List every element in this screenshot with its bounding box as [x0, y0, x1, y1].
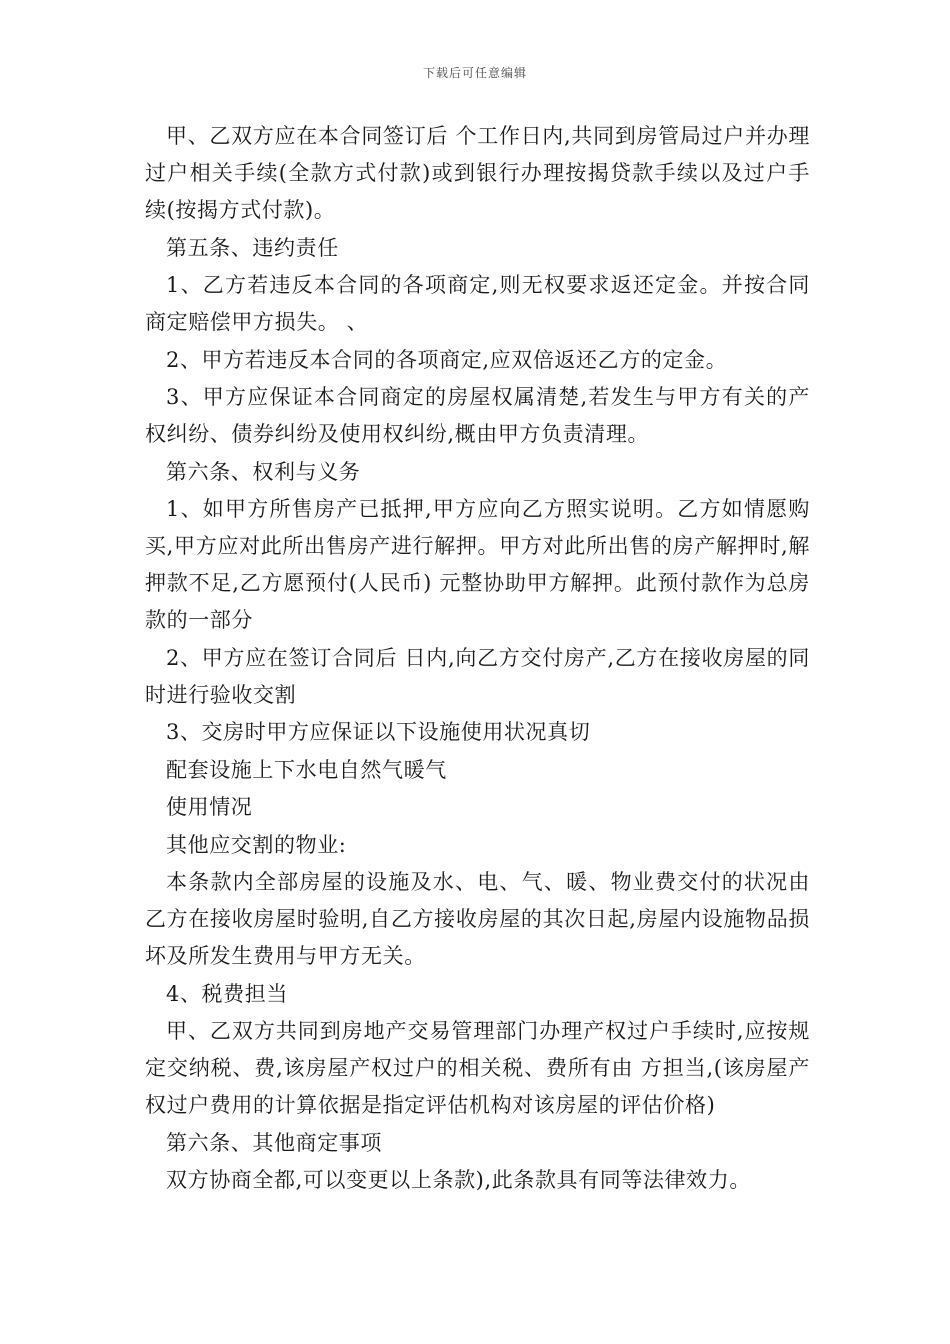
paragraph-transfer-procedures: 甲、乙双方应在本合同签订后 个工作日内,共同到房管局过户并办理过户相关手续(全款方式付款)或到银行办理按揭贷款手续以及过户手续(按揭方式付款)。 — [145, 124, 810, 222]
paragraph-breach-2: 2、甲方若违反本合同的各项商定,应双倍返还乙方的定金。 — [166, 347, 728, 372]
paragraph-tax-heading: 4、税费担当 — [166, 981, 288, 1006]
paragraph-tax: 甲、乙双方共同到房地产交易管理部门办理产权过户手续时,应按规定交纳税、费,该房屋产权过户的相关税、费所有由 方担当,(该房屋产权过户费用的计算依据是指定评估机构对该房屋的评估价格) — [145, 1019, 810, 1117]
contract-body — [145, 118, 810, 1200]
paragraph-facilities: 配套设施上下水电自然气暖气 — [166, 757, 447, 782]
section-heading-other: 第六条、其他商定事项 — [166, 1130, 382, 1155]
paragraph-usage: 使用情况 — [166, 795, 253, 819]
paragraph-facility-clause: 本条款内全部房屋的设施及水、电、气、暖、物业费交付的状况由乙方在接收房屋时验明,自乙方接收房屋的其次日起,房屋内设施物品损坏及所发生费用与甲方无关。 — [145, 870, 810, 968]
paragraph-other-property: 其他应交割的物业: — [166, 832, 347, 857]
paragraph-breach-3: 3、甲方应保证本合同商定的房屋权属清楚,若发生与甲方有关的产权纠纷、债券纠纷及使用权纠纷,概由甲方负责清理。 — [145, 385, 810, 446]
header-note: 下载后可任意编辑 — [422, 66, 527, 80]
section-heading-rights: 第六条、权利与义务 — [166, 459, 361, 484]
paragraph-breach-1: 1、乙方若违反本合同的各项商定,则无权要求返还定金。并按合同商定赔偿甲方损失。 、 — [145, 273, 810, 334]
paragraph-rights-2: 2、甲方应在签订合同后 日内,向乙方交付房产,乙方在接收房屋的同时进行验收交割 — [145, 645, 810, 707]
paragraph-rights-3: 3、交房时甲方应保证以下设施使用状况真切 — [166, 720, 591, 744]
paragraph-rights-1: 1、如甲方所售房产已抵押,甲方应向乙方照实说明。乙方如情愿购买,甲方应对此所出售房产进行解押。甲方对此所出售的房产解押时,解押款不足,乙方愿预付(人民币) 元整协助甲方解押。此预付款作为总房款的一部分 — [145, 497, 810, 632]
paragraph-other-terms: 双方协商全都,可以变更以上条款),此条款具有同等法律效力。 — [166, 1168, 751, 1192]
section-heading-breach: 第五条、违约责任 — [166, 235, 339, 260]
